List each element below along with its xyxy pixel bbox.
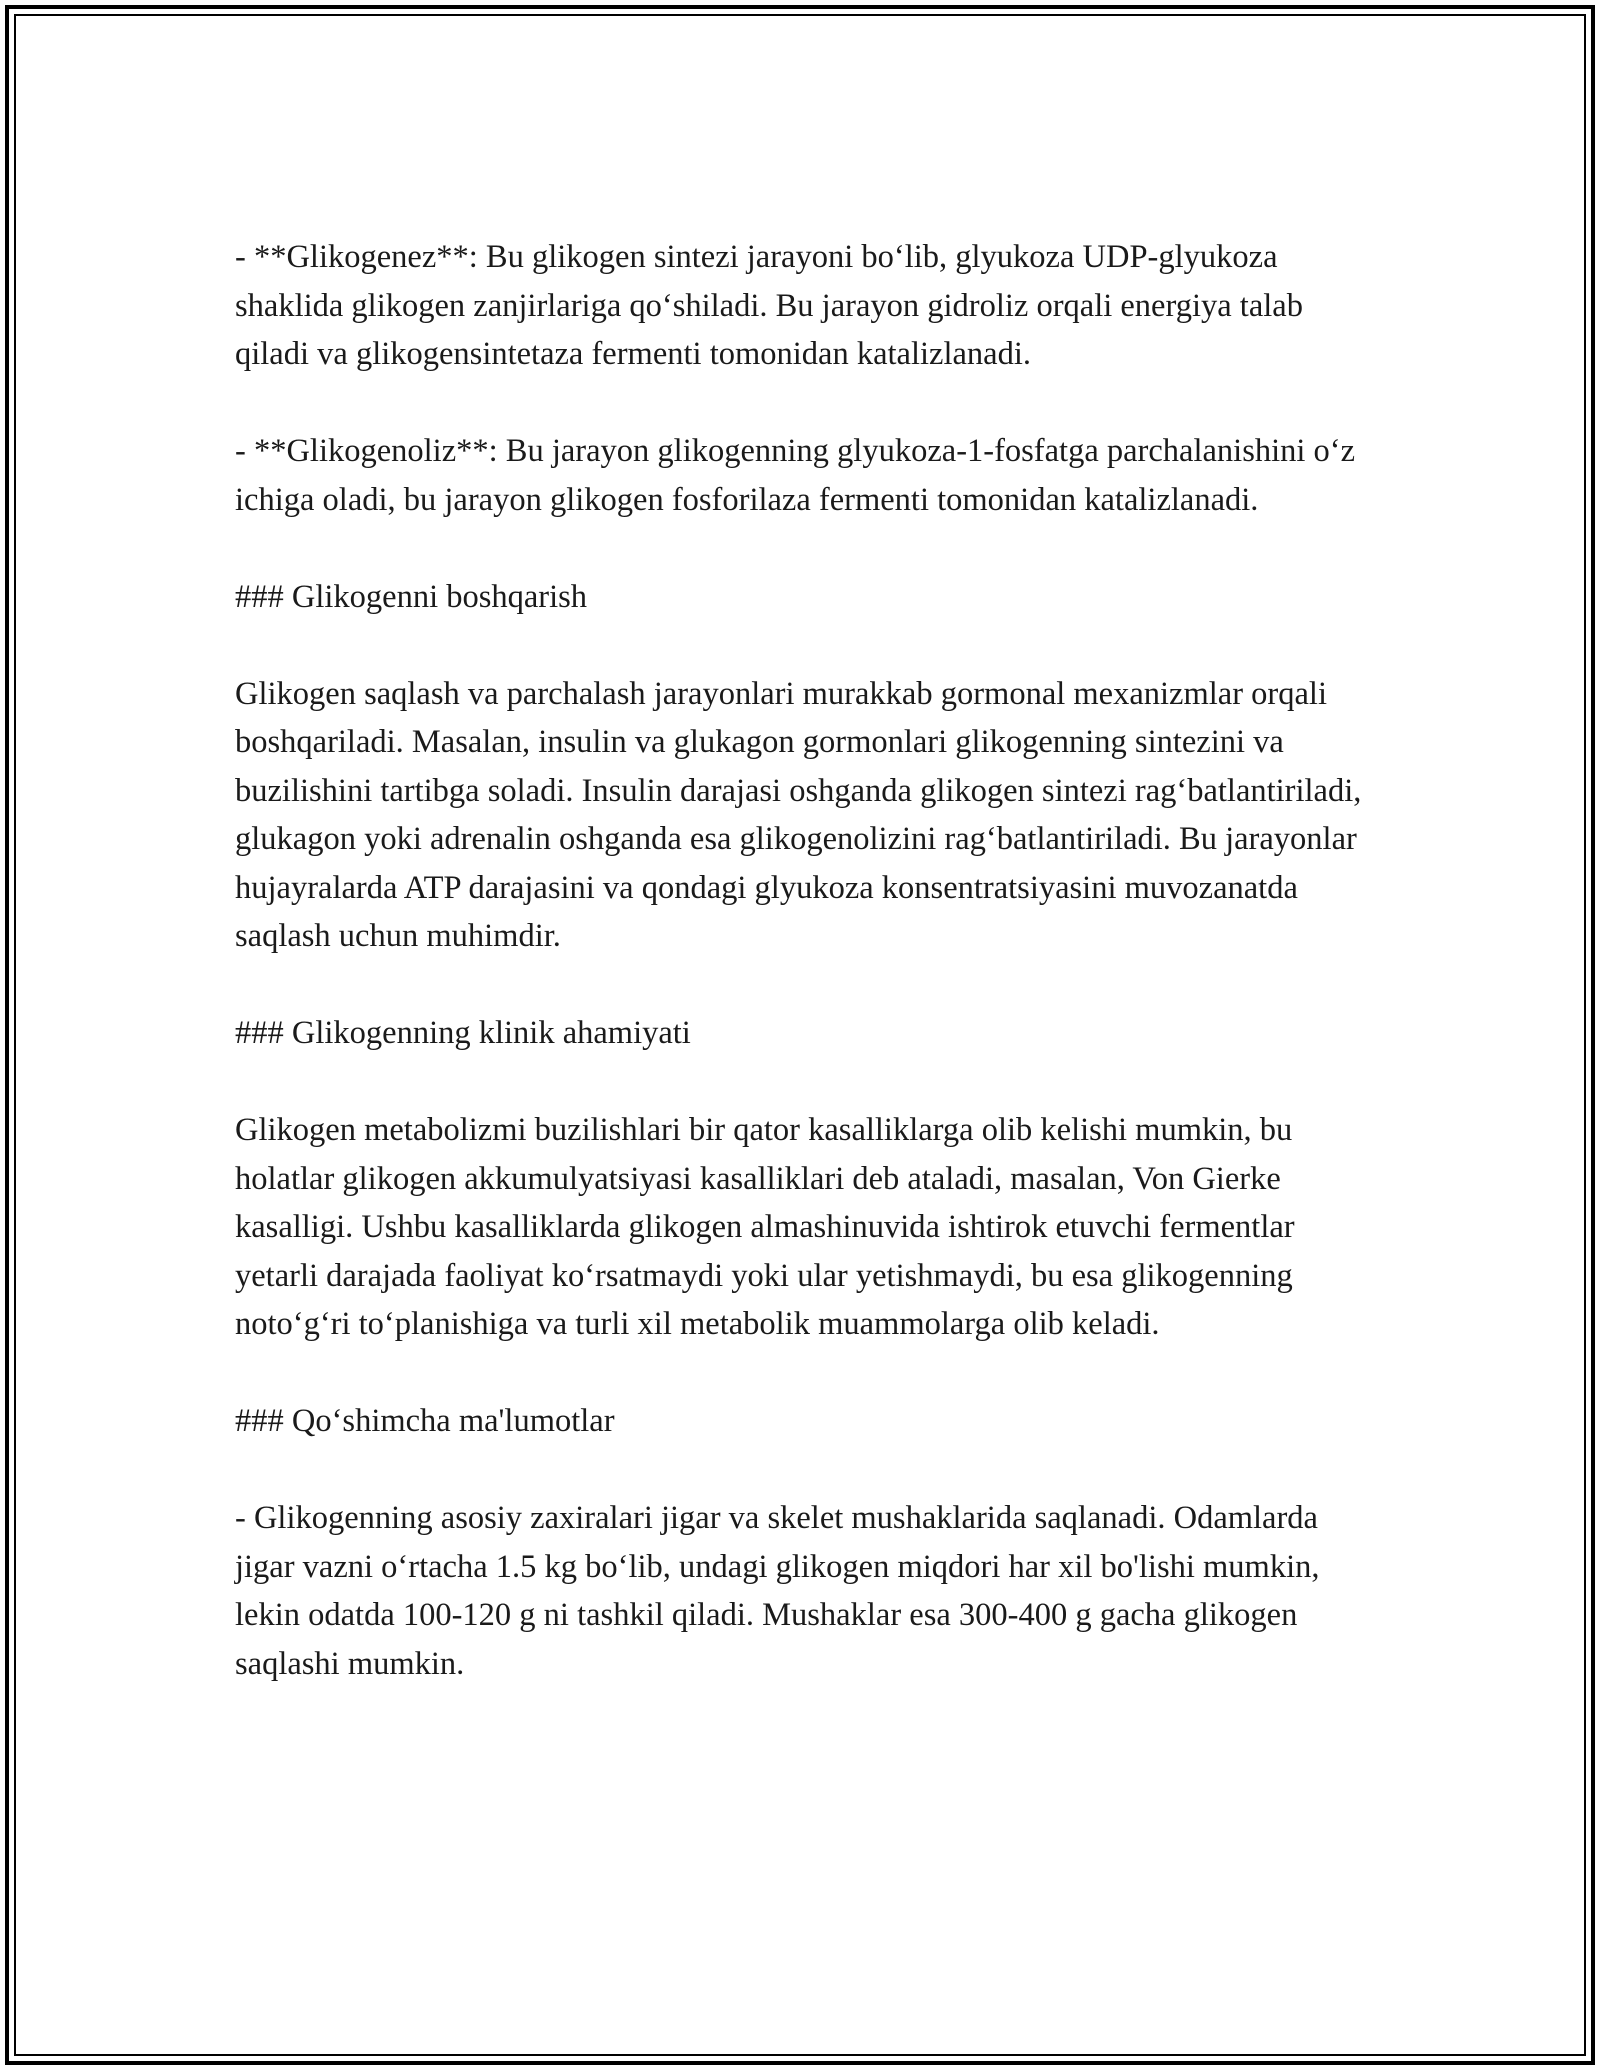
paragraph-qoshimcha: - Glikogenning asosiy zaxiralari jigar va skelet mushaklarida saqlanadi. Odamlarda jigar vazni o‘rtacha 1.5 kg bo‘lib, undagi glikogen miqdori har xil bo'lishi mumkin, lekin odatda 100-120 g ni tashkil qiladi. Mushaklar esa 300-400 g gacha glikogen saqlashi mumkin. (235, 1500, 1320, 1682)
paragraph-klinik: Glikogen metabolizmi buzilishlari bir qator kasalliklarga olib kelishi mumkin, bu holatlar glikogen akkumulyatsiyasi kasalliklari deb ataladi, masalan, Von Gierke kasalligi. Ushbu kasalliklarda glikogen almashinuvida ishtirok etuvchi fermentlar yetarli darajada faoliyat ko‘rsatmaydi yoki ular yetishmaydi, bu esa glikogenning noto‘g‘ri to‘planishiga va turli xil metabolik muammolarga olib keladi. (235, 1112, 1295, 1342)
paragraph-glikogenez: - **Glikogenez**: Bu glikogen sintezi jarayoni bo‘lib, glyukoza UDP-glyukoza shaklida glikogen zanjirlariga qo‘shiladi. Bu jarayon gidroliz orqali energiya talab qiladi va glikogensintetaza fermenti tomonidan katalizlanadi. (235, 239, 1303, 372)
heading-qoshimcha-malumotlar: ### Qo‘shimcha ma'lumotlar (235, 1403, 615, 1439)
paragraph-glikogenoliz: - **Glikogenoliz**: Bu jarayon glikogenning glyukoza-1-fosfatga parchalanishini o‘z ichiga oladi, bu jarayon glikogen fosforilaza fermenti tomonidan katalizlanadi. (235, 433, 1356, 518)
heading-glikogenni-boshqarish: ### Glikogenni boshqarish (235, 578, 588, 615)
paragraph-boshqarish: Glikogen saqlash va parchalash jarayonlari murakkab gormonal mexanizmlar orqali boshqariladi. Masalan, insulin va glukagon gormonlari glikogenning sintezini va buzilishini tartibga soladi. Insulin darajasi oshganda glikogen sintezi rag‘batlantiriladi, glukagon yoki adrenalin oshganda esa glikogenolizini rag‘batlantiriladi. Bu jarayonlar hujayralarda ATP darajasini va qondagi glyukoza konsentratsiyasini muvozanatda saqlash uchun muhimdir. (235, 675, 1362, 954)
document-body (235, 233, 1375, 1737)
heading-klinik-ahamiyati: ### Glikogenning klinik ahamiyati (235, 1015, 691, 1051)
